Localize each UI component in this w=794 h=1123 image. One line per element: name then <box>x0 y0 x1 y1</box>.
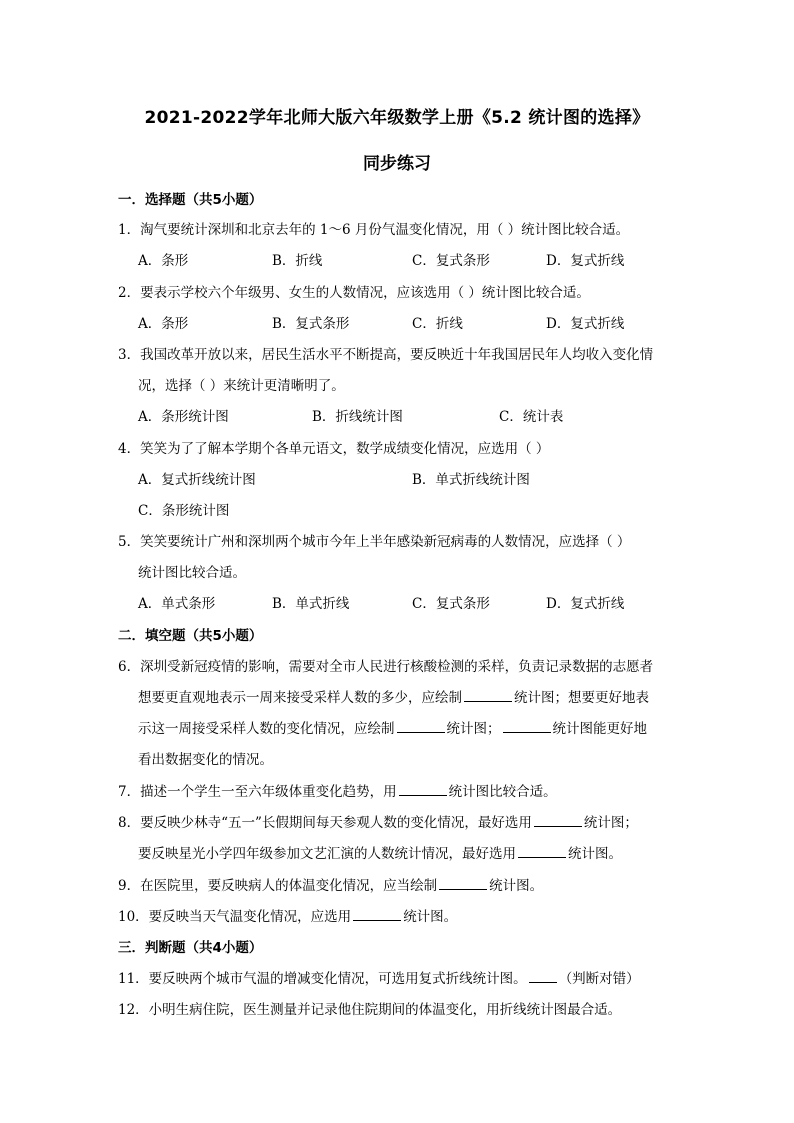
answer-blank[interactable] <box>439 877 487 890</box>
q4-option-b: B．单式折线统计图 <box>412 472 530 488</box>
q6-text-d: 统计图； <box>446 721 501 737</box>
section-heading-fill: 二．填空题（共5小题） <box>118 628 263 644</box>
question-8-line-1 <box>118 811 638 831</box>
question-9 <box>118 874 543 894</box>
q7-text-a: 7．描述一个学生一至六年级体重变化趋势，用 <box>118 784 397 800</box>
question-3-line-2: 况，选择（ ）来统计更清晰明了。 <box>138 378 345 394</box>
answer-blank[interactable] <box>464 689 512 702</box>
q3-option-a: A．条形统计图 <box>138 409 229 425</box>
question-4: 4．笑笑为了了解本学期个各单元语文，数学成绩变化情况，应选用（ ） <box>118 441 550 457</box>
page-title: 2021-2022学年北师大版六年级数学上册《5.2 统计图的选择》 <box>144 108 650 128</box>
question-6-line-1: 6．深圳受新冠疫情的影响，需要对全市人民进行核酸检测的采样，负责记录数据的志愿者 <box>118 659 654 675</box>
question-6-line-3 <box>138 717 647 737</box>
q6-text-a: 想要更直观地表示一周来接受采样人数的多少，应绘制 <box>138 690 462 706</box>
q2-option-d: D．复式折线 <box>546 316 625 332</box>
q8-text-b: 统计图； <box>583 815 638 831</box>
q3-option-b: B．折线统计图 <box>312 409 403 425</box>
q3-option-c: C．统计表 <box>499 409 564 425</box>
q8-text-d: 统计图。 <box>568 846 622 862</box>
question-12: 12．小明生病住院，医生测量并记录他住院期间的体温变化，用折线统计图最合适。 <box>118 1002 622 1018</box>
q1-option-b: B．折线 <box>272 253 323 269</box>
answer-blank[interactable] <box>397 720 445 733</box>
q7-text-b: 统计图比较合适。 <box>448 784 557 800</box>
question-7 <box>118 780 557 800</box>
q5-option-a: A．单式条形 <box>138 596 216 612</box>
q1-option-d: D．复式折线 <box>546 253 625 269</box>
q4-option-c: C．条形统计图 <box>138 503 230 519</box>
question-2: 2．要表示学校六个年级男、女生的人数情况，应该选用（ ）统计图比较合适。 <box>118 285 590 301</box>
q2-option-c: C．折线 <box>412 316 463 332</box>
answer-blank[interactable] <box>399 783 447 796</box>
question-1: 1．淘气要统计深圳和北京去年的 1～6 月份气温变化情况，用（ ）统计图比较合适。 <box>118 222 630 238</box>
q11-text-a: 11．要反映两个城市气温的增减变化情况，可选用复式折线统计图。 <box>118 971 527 987</box>
q1-option-c: C．复式条形 <box>412 253 490 269</box>
question-8-line-2 <box>138 842 622 862</box>
question-10 <box>118 905 457 925</box>
q10-text-a: 10．要反映当天气温变化情况，应选用 <box>118 909 352 925</box>
question-5-line-2: 统计图比较合适。 <box>138 565 246 581</box>
q9-text-b: 统计图。 <box>489 878 544 894</box>
page-subtitle: 同步练习 <box>363 154 431 174</box>
q6-text-b: 统计图；想要更好地表 <box>514 690 649 706</box>
q9-text-a: 9．在医院里，要反映病人的体温变化情况，应当绘制 <box>118 878 438 894</box>
q1-option-a: A．条形 <box>138 253 189 269</box>
q6-text-e: 统计图能更好地 <box>552 721 647 737</box>
question-11 <box>118 967 640 987</box>
question-6-line-4: 看出数据变化的情况。 <box>138 752 273 768</box>
section-heading-judge: 三．判断题（共4小题） <box>118 940 263 956</box>
answer-blank[interactable] <box>518 845 566 858</box>
q8-text-c: 要反映星光小学四年级参加文艺汇演的人数统计情况，最好选用 <box>138 846 516 862</box>
q4-option-a: A．复式折线统计图 <box>138 472 256 488</box>
answer-blank[interactable] <box>529 970 557 983</box>
answer-blank[interactable] <box>353 908 401 921</box>
section-heading-choice: 一．选择题（共5小题） <box>118 192 263 208</box>
question-6-line-2 <box>138 686 649 706</box>
q5-option-b: B．单式折线 <box>272 596 350 612</box>
q5-option-c: C．复式条形 <box>412 596 490 612</box>
q8-text-a: 8．要反映少林寺“五一”长假期间每天参观人数的变化情况，最好选用 <box>118 815 532 831</box>
q5-option-d: D．复式折线 <box>546 596 625 612</box>
q11-text-b: （判断对错） <box>558 971 640 987</box>
q2-option-a: A．条形 <box>138 316 189 332</box>
answer-blank[interactable] <box>503 720 551 733</box>
q10-text-b: 统计图。 <box>403 909 458 925</box>
q2-option-b: B．复式条形 <box>272 316 350 332</box>
question-3-line-1: 3．我国改革开放以来，居民生活水平不断提高，要反映近十年我国居民年人均收入变化情 <box>118 347 654 363</box>
q6-text-c: 示这一周接受采样人数的变化情况，应绘制 <box>138 721 395 737</box>
question-5-line-1: 5．笑笑要统计广州和深圳两个城市今年上半年感染新冠病毒的人数情况，应选择（ ） <box>118 534 631 550</box>
answer-blank[interactable] <box>534 814 582 827</box>
